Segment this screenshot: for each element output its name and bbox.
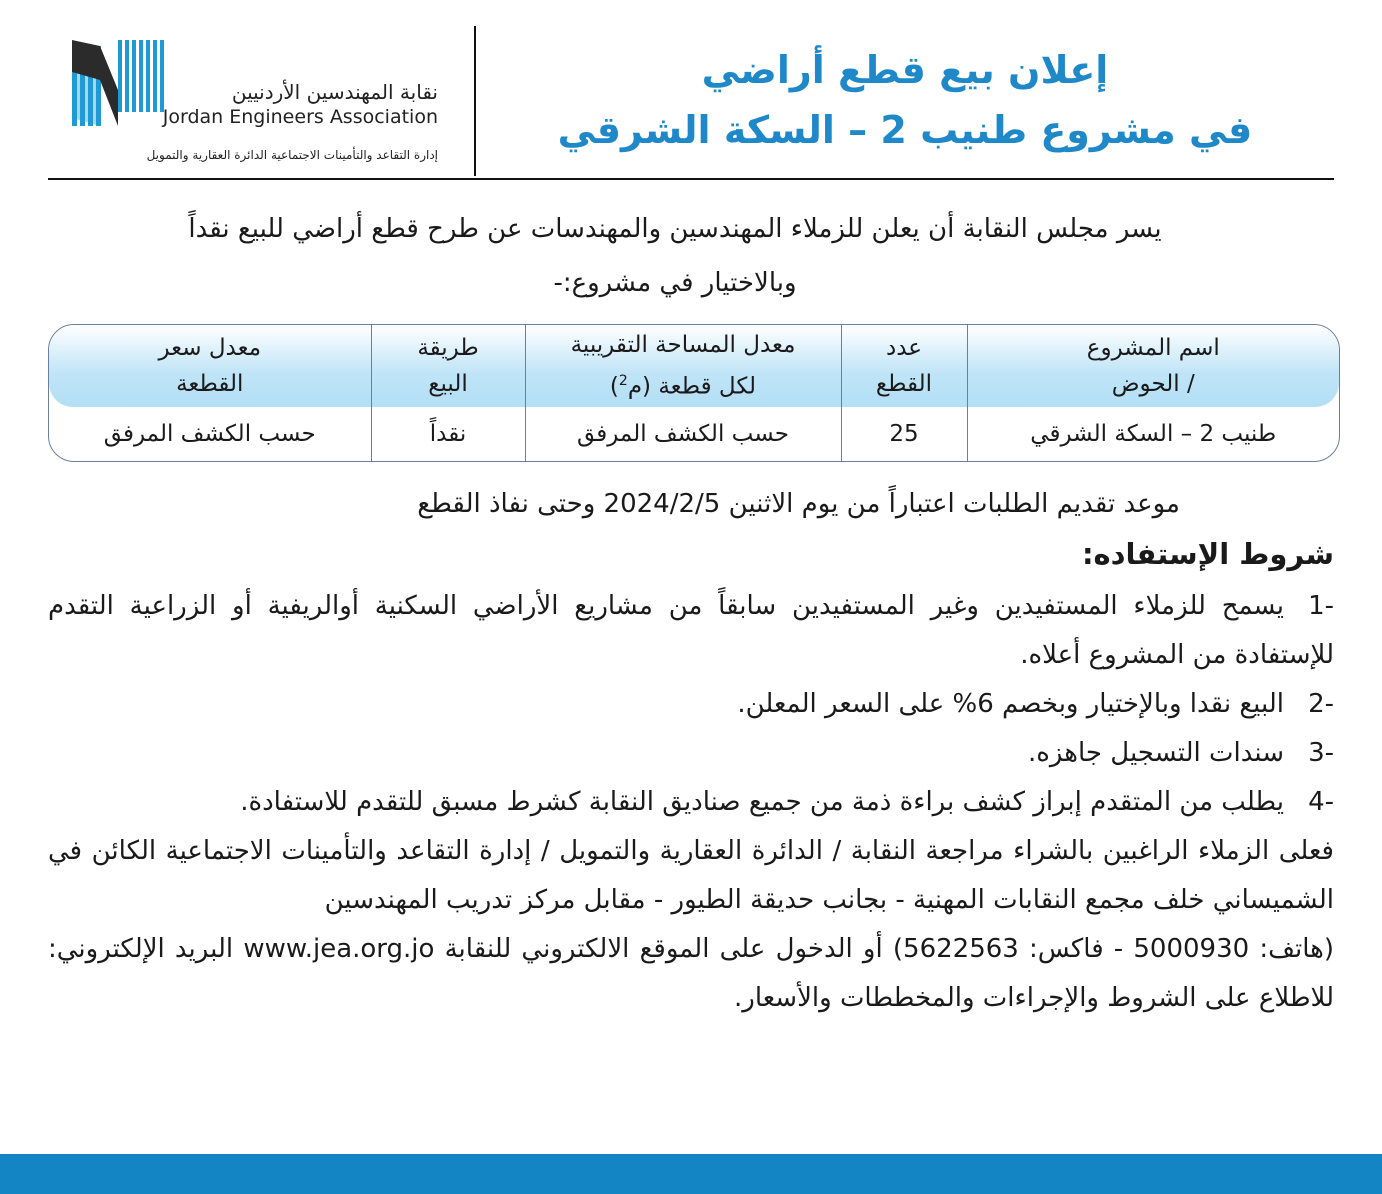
logo-english-name: Jordan Engineers Association [162,106,438,128]
header-price: معدل سعر القطعة [158,334,262,397]
cell-method: نقداً [371,406,525,461]
closing-paragraph-1: فعلى الزملاء الراغبين بالشراء مراجعة النقابة / الدائرة العقارية والتمويل / إدارة التقاعد والتأمينات الاجتماعية الكائن في الشميساني خلف مجمع النقابات المهنية - بجانب حديقة الطيور - مقابل مركز تدريب المهندسين [48,836,1334,915]
conditions-title: شروط الإستفاده: [1081,537,1334,571]
title-line-1: إعلان بيع قطع أراضي [701,48,1109,92]
condition-item: -4يطلب من المتقدم إبراز كشف براءة ذمة من جميع صناديق النقابة كشرط مسبق للتقدم للاستفادة. [240,787,1334,817]
header [48,26,1334,180]
intro-line-2: وبالاختيار في مشروع:- [553,268,797,298]
project-table-grid [49,325,1339,461]
table-header-row [49,325,1339,406]
cell-price: حسب الكشف المرفق [103,420,316,447]
table-row [49,406,1339,461]
intro-line-1: يسر مجلس النقابة أن يعلن للزملاء المهندسين والمهندسات عن طرح قطع أراضي للبيع نقداً [188,214,1162,244]
header-project: اسم المشروع / الحوض [967,325,1339,406]
announcement-title [476,26,1334,176]
header-divider [474,26,476,176]
project-table [48,324,1340,462]
header-area: معدل المساحة التقريبية لكل قطعة (م$^2$) [525,325,841,406]
cell-project: طنيب 2 – السكة الشرقي [967,406,1339,461]
title-line-2: في مشروع طنيب 2 – السكة الشرقي [557,108,1253,152]
condition-item: -3سندات التسجيل جاهزه. [1028,738,1334,768]
jea-logo-icon [72,40,172,136]
condition-item: -1يسمح للزملاء المستفيدين وغير المستفيدين سابقاً من مشاريع الأراضي السكنية أوالريفية أو الزراعية التقدم للإستفادة من المشروع أعلاه. [48,591,1334,670]
cell-area: حسب الكشف المرفق [525,406,841,461]
logo-arabic-name: نقابة المهندسين الأردنيين [231,80,438,104]
header-method: طريقة البيع [371,325,525,406]
jea-logo [48,36,468,166]
condition-item: -2البيع نقدا وبالإختيار وبخصم 6% على السعر المعلن. [737,689,1334,719]
footer-bar [0,1154,1382,1194]
closing-paragraph-2: (هاتف: 5000930 - فاكس: 5622563) أو الدخول على الموقع الالكتروني للنقابة www.jea.org.jo البريد الإلكتروني: للاطلاع على الشروط والإجراءات والمخططات والأسعار. [48,934,1335,1013]
conditions-body [48,582,1334,1023]
header-count: عدد القطع [841,325,967,406]
application-deadline: موعد تقديم الطلبات اعتباراً من يوم الاثنين 2024/2/5 وحتى نفاذ القطع [417,489,1180,519]
intro-paragraph [70,202,1280,310]
cell-count: 25 [841,406,967,461]
logo-department: إدارة التقاعد والتأمينات الاجتماعية الدائرة العقارية والتمويل [146,148,438,162]
